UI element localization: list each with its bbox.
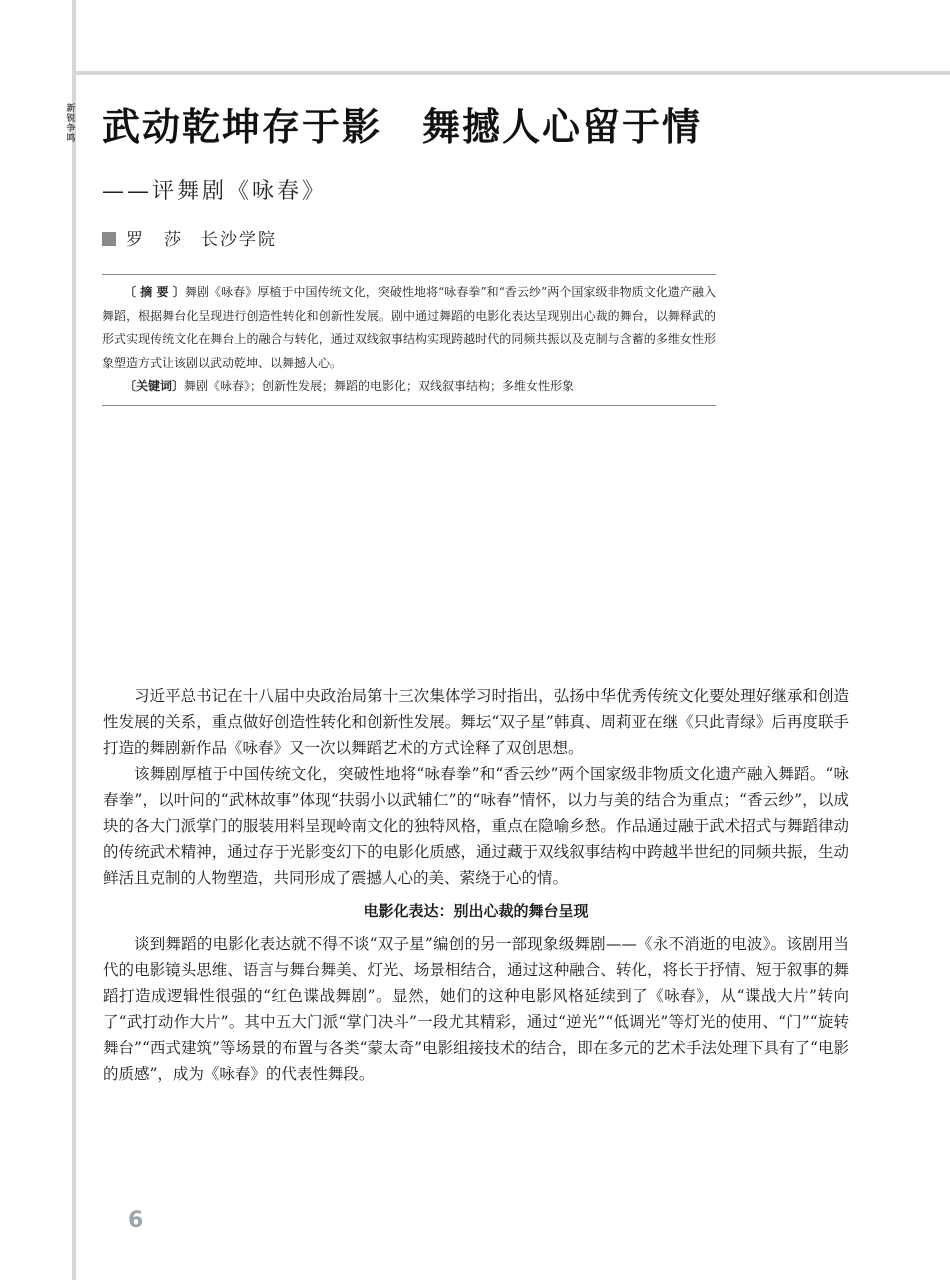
keywords-label: 〔关键词〕 <box>124 379 185 393</box>
left-margin-rule <box>72 0 76 1280</box>
keywords-text: 舞剧《咏春》；创新性发展；舞蹈的电影化；双线叙事结构；多维女性形象 <box>184 379 575 393</box>
body-paragraph-2: 该舞剧厚植于中国传统文化，突破性地将“咏春拳”和“香云纱”两个国家级非物质文化遗产融入舞蹈。“咏春拳”，以叶问的“武林故事”体现“扶弱小以武辅仁”的“咏春”情怀，以力与美的结合为重点；“香云纱”，以成块的各大门派掌门的服装用料呈现岭南文化的独特风格，重点在隐喻乡愁。作品通过融于武术招式与舞蹈律动的传统武术精神，通过存于光影变幻下的电影化质感，通过藏于双线叙事结构中跨越半世纪的同频共振，生动鲜活且克制的人物塑造，共同形成了震撼人心的美、萦绕于心的情。 <box>103 765 849 887</box>
abstract-label: 〔 摘 要 〕 <box>124 285 185 299</box>
article-title <box>102 96 702 151</box>
article-subtitle: ——评舞剧《咏春》 <box>102 179 328 204</box>
article-body <box>103 683 849 1087</box>
header-rule <box>72 71 950 75</box>
author-line <box>102 225 277 250</box>
title-part-2: 舞撼人心留于情 <box>422 104 703 149</box>
page-number: 6 <box>128 1208 144 1233</box>
title-part-1: 武动乾坤存于影 <box>102 104 383 149</box>
column-label: 新锐争鸣 <box>66 104 76 144</box>
abstract-text: 舞剧《咏春》厚植于中国传统文化，突破性地将“咏春拳”和“香云纱”两个国家级非物质文化遗产融入舞蹈，根据舞台化呈现进行创造性转化和创新性发展。剧中通过舞蹈的电影化表达呈现别出心裁的舞台，以舞释武的形式实现传统文化在舞台上的融合与转化，通过双线叙事结构实现跨越时代的同频共振以及克制与含蓄的多维女性形象塑造方式让该剧以武动乾坤、以舞撼人心。 <box>102 285 716 370</box>
author-affiliation: 长沙学院 <box>201 230 277 250</box>
body-paragraph-3: 谈到舞蹈的电影化表达就不得不谈“双子星”编创的另一部现象级舞剧——《永不消逝的电波》。该剧用当代的电影镜头思维、语言与舞台舞美、灯光、场景相结合，通过这种融合、转化，将长于抒情、短于叙事的舞蹈打造成逻辑性很强的“红色谍战舞剧”。显然，她们的这种电影风格延续到了《咏春》，从“谍战大片”转向了“武打动作大片”。其中五大门派“掌门决斗”一段尤其精彩，通过“逆光”“低调光”等灯光的使用、“门”“旋转舞台”“西式建筑”等场景的布置与各类“蒙太奇”电影组接技术的结合，即在多元的艺术手法处理下具有了“电影的质感”，成为《咏春》的代表性舞段。 <box>103 935 849 1083</box>
keywords-paragraph <box>102 375 716 399</box>
author-square-icon <box>102 232 116 246</box>
body-paragraph-1: 习近平总书记在十八届中央政治局第十三次集体学习时指出，弘扬中华优秀传统文化要处理好继承和创造性发展的关系，重点做好创造性转化和创新性发展。舞坛“双子星”韩真、周莉亚在继《只此青绿》后再度联手打造的舞剧新作品《咏春》又一次以舞蹈艺术的方式诠释了双创思想。 <box>103 687 849 757</box>
abstract-paragraph <box>102 281 716 375</box>
abstract-box <box>102 274 716 406</box>
section-heading: 电影化表达：别出心裁的舞台呈现 <box>363 902 589 920</box>
author-name: 罗 莎 <box>126 230 183 250</box>
